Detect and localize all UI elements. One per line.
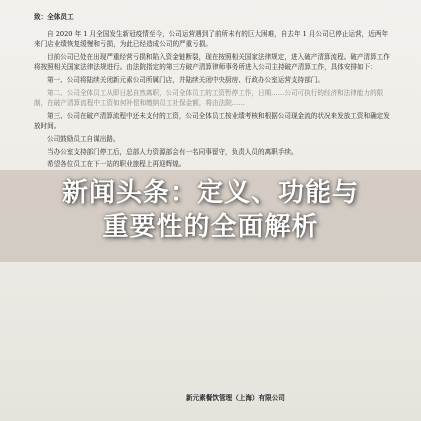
paragraph-5: 第三、公司在破产清算流程中还未支付的工资，公司全体员工按业绩考核和根据公司现金流的状况来发放工资和确定发放时间。	[34, 111, 390, 131]
company-signature: 新元素餐饮管理（上海）有限公司	[186, 394, 285, 402]
paragraph-8: 希望各位员工在下一站的职业旅程上再迎辉煌。	[47, 160, 186, 169]
notice-document	[34, 12, 392, 172]
headline-overlay	[0, 176, 421, 244]
headline-line-1: 新闻头条：定义、功能与	[61, 178, 359, 208]
paragraph-2: 目前公司已处在出现严重经营亏损和陷入资金链断裂，现在按照相关国家法律规定，进入破产清算流程。破产清算工作将按照相关国家法律法规进行。由法院指定的第三方破产清算律师事务所进入公司主持破产清算工作，具体安排如下：	[34, 52, 390, 72]
paragraph-7: 当办公室支持部门停工后，总部人力资源部会有一名同事留守，负责人员的离职手续。	[47, 147, 298, 156]
paragraph-3: 第一、公司将陆续关闭新元素公司所属门店，并陆续关闭中央厨房、行政办公室运营支持部门。	[47, 75, 324, 84]
salutation: 致：全体员工	[34, 13, 74, 21]
headline-line-2: 重要性的全面解析	[102, 212, 319, 242]
paragraph-6: 公司鼓励员工自谋出路。	[47, 134, 120, 143]
paragraph-1: 自 2020 年 1 月全国发生新冠疫情至今，公司运营遇到了前所未有的巨大困难，自去年 1 月公司已停止运营，近两年来门店业绩恢复缓慢和亏损，为此已经造成公司的严重亏损。	[34, 29, 389, 49]
paragraph-4: 第二、公司全体员工从即日起自然离职，公司全体员工的工资暂停工作，日期……公司可执行的经济和法律能力的限制，在破产清算流程中工资如何补偿和缴纳员工社保金额，将由法院……	[34, 88, 384, 108]
